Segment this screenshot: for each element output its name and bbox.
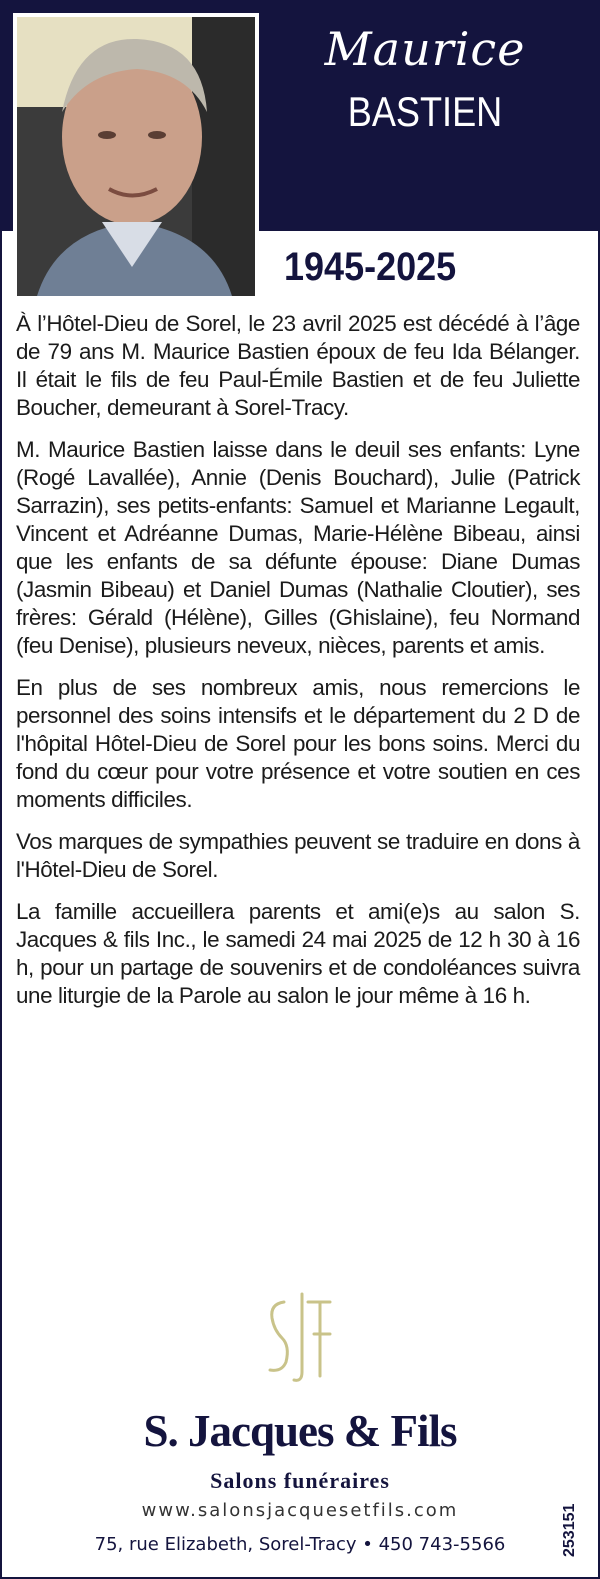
funeral-home-address: 75, rue Elizabeth, Sorel-Tracy • 450 743-5566	[94, 1534, 506, 1555]
obituary-paragraph: Vos marques de sympathies peuvent se traduire en dons à l'Hôtel-Dieu de Sorel.	[16, 829, 580, 882]
portrait-image	[17, 17, 255, 296]
funeral-home-name: S. Jacques & Fils	[143, 1406, 457, 1456]
obituary-paragraph: La famille accueillera parents et ami(e)s au salon S. Jacques & fils Inc., le samedi 24 mai 2025 de 12 h 30 à 16 h, pour un partage de souvenirs et de condoléances suivra une liturgie de la Parole au salon le jour même à 16 h.	[16, 899, 580, 1008]
obituary-paragraph: À l’Hôtel-Dieu de Sorel, le 23 avril 2025 est décédé à l’âge de 79 ans M. Maurice Bastien époux de feu Ida Bélanger. Il était le fils de feu Paul-Émile Bastien et de feu Juliette Boucher, demeurant à Sorel-Tracy.	[16, 311, 580, 420]
deceased-first-name: Maurice	[324, 22, 526, 76]
life-years: 1945-2025	[284, 245, 457, 289]
funeral-home-website[interactable]: www.salonsjacquesetfils.com	[141, 1500, 459, 1521]
portrait-illustration	[17, 17, 255, 296]
obituary-text	[16, 310, 580, 1024]
obituary-paragraph: M. Maurice Bastien laisse dans le deuil ses enfants: Lyne (Rogé Lavallée), Annie (Denis Bouchard), Julie (Patrick Sarrazin), ses petits-enfants: Samuel et Marianne Legault, Vincent et Adréanne Dumas, Marie-Hélène Bibeau, ainsi que les enfants de sa défunte épouse: Diane Dumas (Jasmin Bibeau) et Daniel Dumas (Nathalie Cloutier), ses frères: Gérald (Hélène), Gilles (Ghislaine), feu Normand (feu Denise), plusieurs neveux, nièces, parents et amis.	[16, 437, 580, 658]
deceased-last-name: BASTIEN	[347, 88, 503, 135]
sjf-monogram-logo	[264, 1290, 340, 1386]
ad-number: 253151	[561, 1503, 578, 1557]
funeral-home-subtitle: Salons funéraires	[210, 1468, 390, 1493]
portrait-photo	[13, 13, 259, 300]
obituary-paragraph: En plus de ses nombreux amis, nous remercions le personnel des soins intensifs et le département du 2 D de l'hôpital Hôtel-Dieu de Sorel pour les bons soins. Merci du fond du cœur pour votre présence et votre soutien en ces moments difficiles.	[16, 675, 580, 812]
